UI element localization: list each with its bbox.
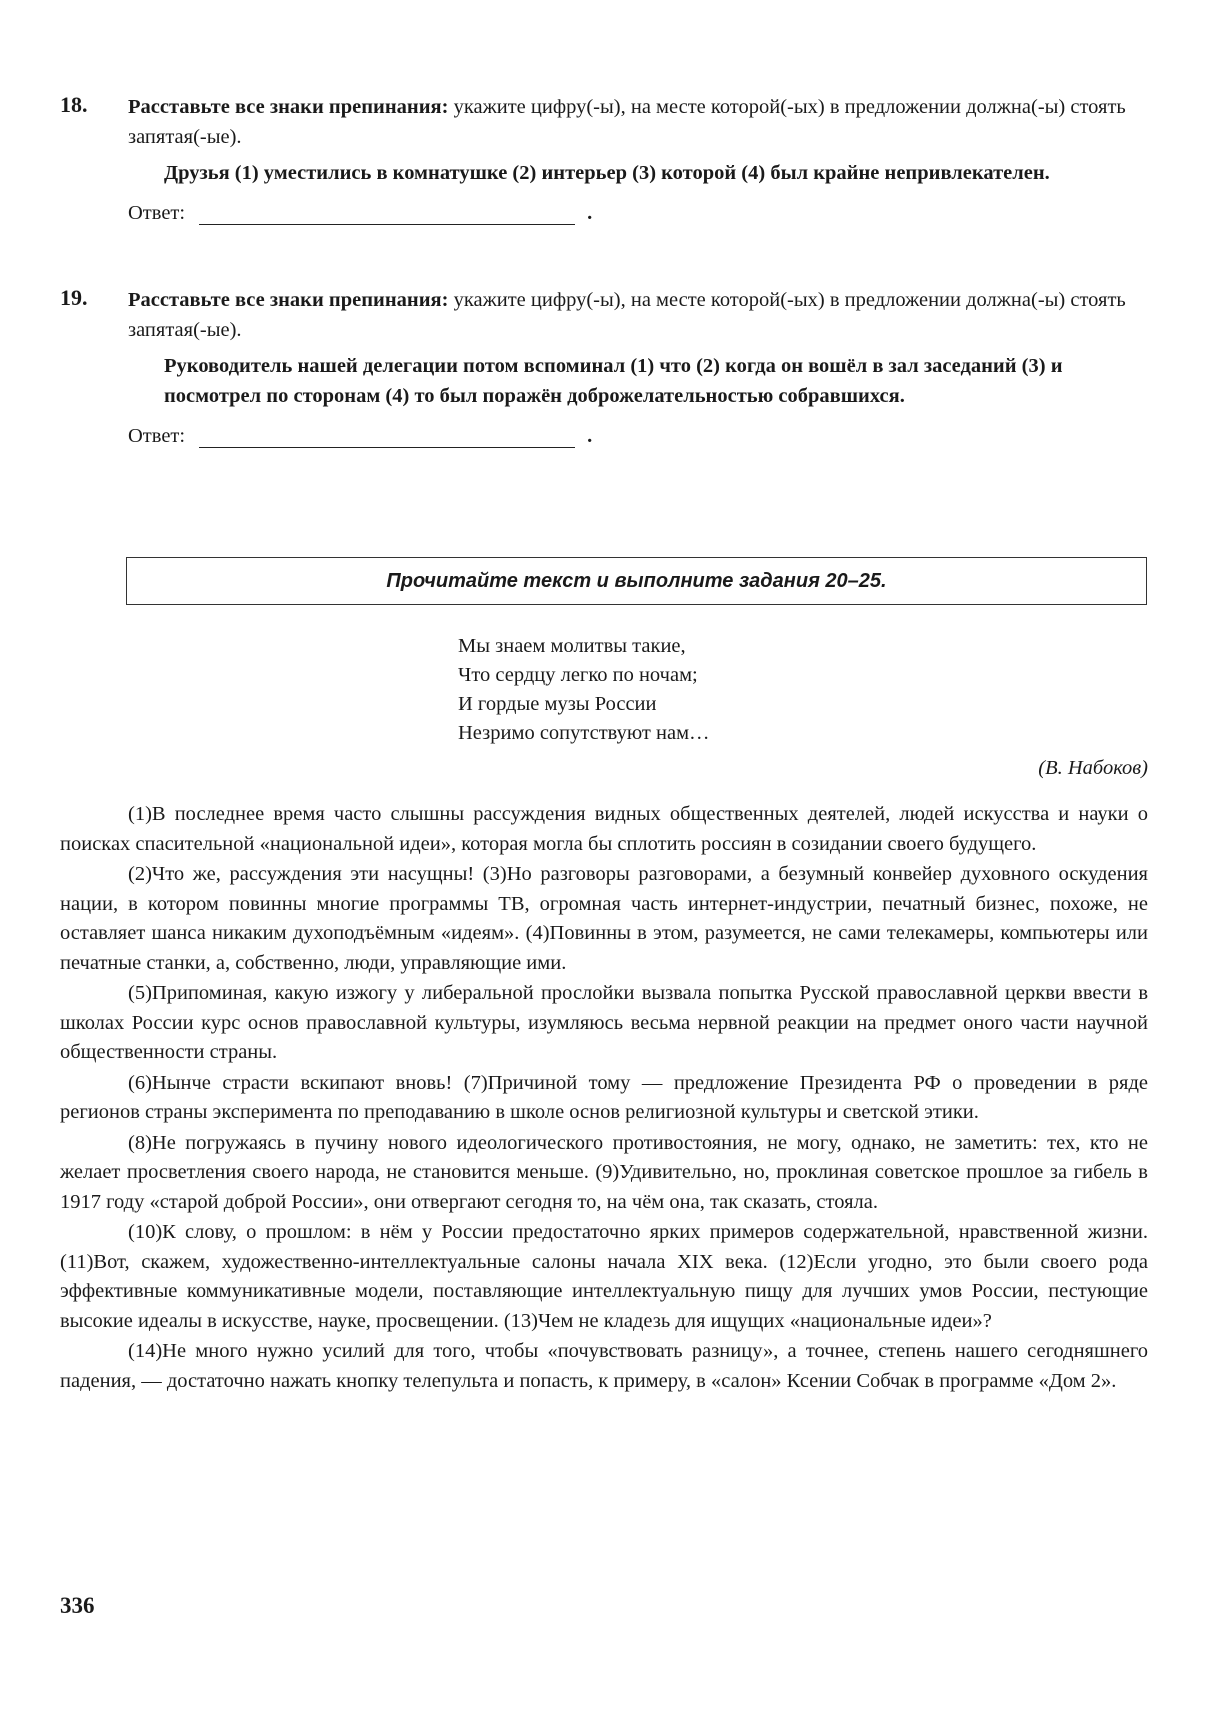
epigraph-author: (В. Набоков) bbox=[1038, 757, 1148, 779]
paragraph: (10)К слову, о прошлом: в нём у России предостаточно ярких примеров содержательной, нравственной жизни. (11)Вот, скажем, художественно-интеллектуальные салоны начала XIX века. (12)Если угодно, это были своего рода эффективные коммуникативные модели, поставляющие интеллектуальную пищу для лучших умов России, пестующие высокие идеалы в искусстве, науке, просвещении. (13)Чем не кладезь для ищущих «национальные идеи»? bbox=[60, 1221, 1148, 1332]
task-19-instruction-bold: Расставьте все знаки препинания: bbox=[128, 289, 449, 311]
paragraph: (2)Что же, рассуждения эти насущны! (3)Но разговоры разговорами, а безумный конвейер духовного оскудения нации, в котором повинны многие программы ТВ, огромная часть интернет-индустрии, печатный бизнес, похоже, не оставляет шанса никаким духоподъёмным «идеям». (4)Повинны в этом, разумеется, не сами телекамеры, компьютеры или печатные станки, а, собственно, люди, управляющие ими. bbox=[60, 863, 1148, 974]
task-18-instruction-bold: Расставьте все знаки препинания: bbox=[128, 96, 449, 118]
paragraph: (14)Не много нужно усилий для того, чтобы «почувствовать разницу», а точнее, степень нашего сегодняшнего падения, — достаточно нажать кнопку телепульта и попасть, к примеру, в «салон» Ксении Собчак в программе «Дом 2». bbox=[60, 1340, 1148, 1392]
task-18-number: 18. bbox=[60, 92, 88, 117]
poem-line: Что сердцу легко по ночам; bbox=[458, 664, 698, 686]
task-18-instruction-rest: укажите цифру(-ы), на месте которой(-ых) в предложении должна(-ы) стоять запятая(-ые). bbox=[128, 96, 1126, 148]
poem-line: Мы знаем молитвы такие, bbox=[458, 635, 686, 657]
task-18-answer-dot: . bbox=[587, 202, 593, 224]
task-18 bbox=[60, 92, 1150, 225]
poem-line: И гордые музы России bbox=[458, 693, 657, 715]
task-19-sentence: Руководитель нашей делегации потом вспоминал (1) что (2) когда он вошёл в зал заседаний (3) и посмотрел по сторонам (4) то был поражён доброжелательностью собравшихся. bbox=[164, 355, 1063, 407]
poem-line: Незримо сопутствуют нам… bbox=[458, 722, 710, 744]
task-18-answer bbox=[128, 202, 1150, 225]
task-19-answer bbox=[128, 425, 1150, 448]
task-19-answer-label: Ответ: bbox=[128, 425, 186, 447]
paragraph: (5)Припоминая, какую изжогу у либеральной прослойки вызвала попытка Русской православной церкви ввести в школах России курс основ православной культуры, изумляюсь весьма нервной реакции на предмет оного части научной общественности страны. bbox=[60, 982, 1148, 1063]
task-18-instruction bbox=[128, 92, 1150, 152]
task-18-answer-field[interactable] bbox=[199, 206, 575, 225]
page-number: 336 bbox=[60, 1593, 95, 1618]
paragraph: (1)В последнее время часто слышны рассуждения видных общественных деятелей, людей искусства и науки о поисках спасительной «национальной идеи», которая могла бы сплотить россиян в созидании своего будущего. bbox=[60, 803, 1148, 855]
paragraph: (8)Не погружаясь в пучину нового идеологического противостояния, не могу, однако, не заметить: тех, кто не желает просветления своего народа, не становится меньше. (9)Удивительно, но, проклиная советское прошлое за гибель в 1917 году «старой доброй России», они отвергают сегодня то, на чём она, так сказать, стояла. bbox=[60, 1131, 1148, 1213]
task-19-instruction bbox=[128, 285, 1150, 345]
reading-instruction-frame bbox=[126, 557, 1147, 605]
task-19-instruction-rest: укажите цифру(-ы), на месте которой(-ых) в предложении должна(-ы) стоять запятая(-ые). bbox=[128, 289, 1126, 341]
epigraph-poem bbox=[458, 632, 710, 748]
task-19 bbox=[60, 285, 1150, 448]
reading-text bbox=[60, 800, 1148, 1397]
task-18-sentence: Друзья (1) уместились в комнатушке (2) интерьер (3) которой (4) был крайне непривлекателен. bbox=[164, 162, 1050, 184]
task-19-number: 19. bbox=[60, 285, 88, 310]
task-18-answer-label: Ответ: bbox=[128, 202, 186, 224]
paragraph: (6)Нынче страсти вскипают вновь! (7)Причиной тому — предложение Президента РФ о проведении в ряде регионов страны эксперимента по преподаванию в школе основ религиозной культуры и светской этики. bbox=[60, 1071, 1148, 1123]
task-19-answer-dot: . bbox=[587, 425, 593, 447]
task-19-answer-field[interactable] bbox=[199, 429, 575, 448]
reading-instruction-title: Прочитайте текст и выполните задания 20–25. bbox=[386, 569, 887, 592]
